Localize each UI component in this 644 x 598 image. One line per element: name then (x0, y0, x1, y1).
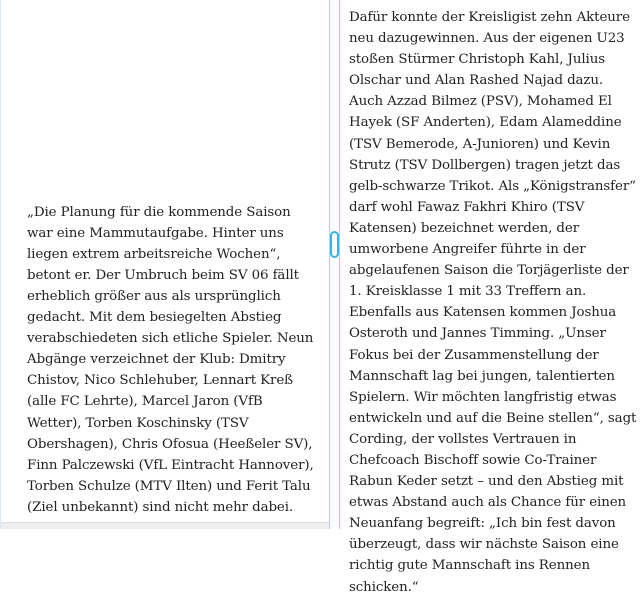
left-article-paragraph: „Die Planung für die kommende Saison war eine Mammutaufgabe. Hinter uns liegen extrem arbeitsreiche Wochen“, betont er. Der Umbruch beim SV 06 fällt erheblich größer aus als ursprünglich gedacht. Mit dem besiegelten Abstieg verabschiedeten sich etliche Spieler. Neun Abgänge verzeichnet der Klub: Dmitry Chistov, Nico Schlehuber, Lennart Kreß (alle FC Lehrte), Marcel Jaron (VfB Wetter), Torben Koschinsky (TSV Obershagen), Chris Ofosua (Heeßeler SV), Finn Palczewski (VfL Eintracht Hannover), Torben Schulze (MTV Ilten) und Ferit Talu (Ziel unbekannt) sind nicht mehr dabei. (27, 204, 314, 515)
left-text-column (0, 0, 329, 529)
left-column-bottom-bar (1, 522, 330, 529)
right-text-column (340, 0, 644, 595)
divider-resize-handle[interactable] (330, 231, 339, 258)
right-article-paragraph: Dafür konnte der Kreisligist zehn Akteure neu dazugewinnen. Aus der eigenen U23 stoßen Stürmer Christoph Kahl, Julius Olschar und Alan Rashed Najad dazu. Auch Azzad Bilmez (PSV), Mohamed El Hayek (SF Anderten), Edam Alameddine (TSV Bemerode, A-Junioren) und Kevin Strutz (TSV Dollbergen) tragen jetzt das gelb-schwarze Trikot. Als „Königstransfer“ darf wohl Fawaz Fakhri Khiro (TSV Katensen) bezeichnet werden, der umworbene Angreifer führte in der abgelaufenen Saison die Torjägerliste der 1. Kreisklasse 1 mit 33 Treffern an. Ebenfalls aus Katensen kommen Joshua Osteroth und Jannes Timming. „Unser Fokus bei der Zusammenstellung der Mannschaft lag bei jungen, talentierten Spielern. Wir möchten langfristig etwas entwickeln und auf die Beine stellen“, sagt Cording, der vollstes Vertrauen in Chefcoach Bischoff sowie Co-Trainer Rabun Keder setzt – und den Abstieg mit etwas Abstand auch als Chance für einen Neuanfang begreift: „Ich bin fest davon überzeugt, dass wir nächste Saison eine richtig gute Mannschaft ins Rennen schicken.“ (349, 10, 637, 595)
divider-line-left (329, 0, 330, 529)
